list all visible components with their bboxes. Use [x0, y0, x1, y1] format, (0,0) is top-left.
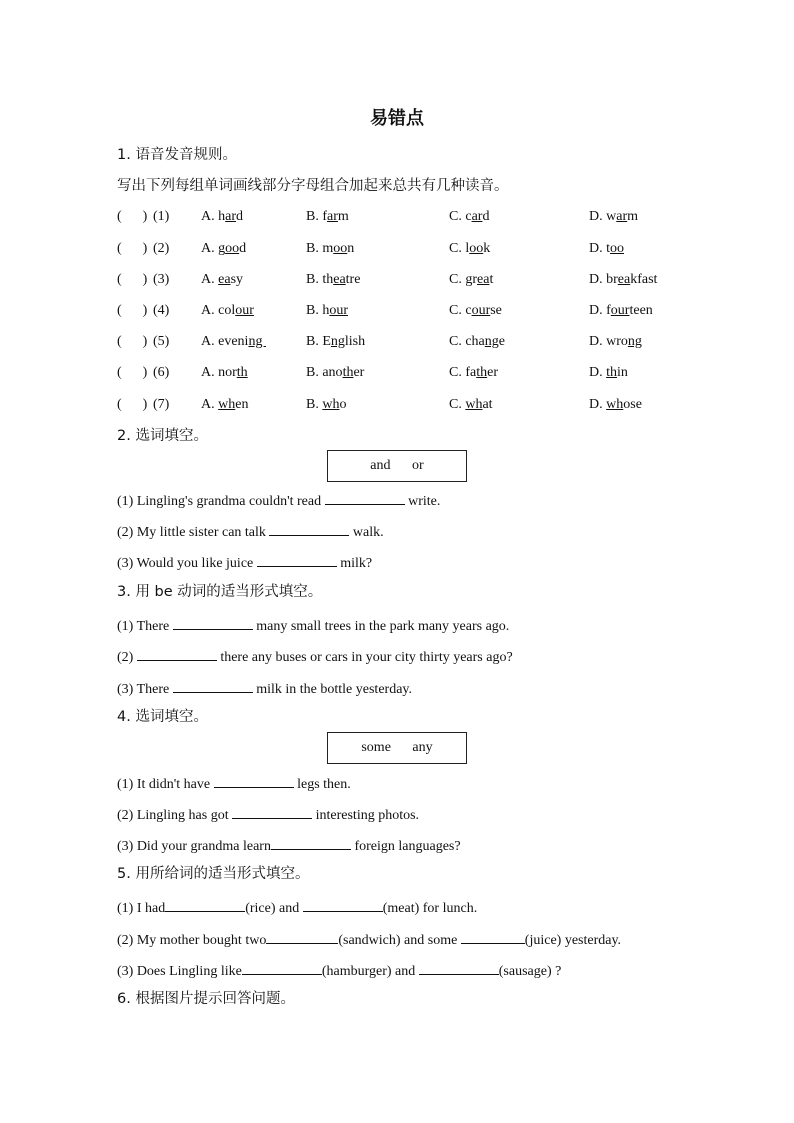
section-6-heading: 6. 根据图片提示回答问题。	[117, 991, 295, 1007]
option-c	[449, 333, 505, 351]
option-b	[306, 364, 364, 382]
underlined-letters: ea	[333, 272, 346, 287]
question-text: (1) I had	[117, 901, 166, 916]
option-text: kfast	[630, 272, 658, 287]
option-text: A.	[201, 365, 219, 380]
option-c	[449, 396, 493, 414]
page-title: 易错点	[370, 108, 424, 129]
question-text: write.	[408, 494, 441, 509]
option-text: cha	[465, 334, 485, 349]
option-text: at	[482, 397, 493, 412]
option-text: D.	[589, 241, 607, 256]
s3-question-1	[117, 615, 509, 636]
option-text: B.	[306, 397, 323, 412]
option-text: A.	[201, 397, 219, 412]
question-text: there any buses or cars in your city thirty years ago?	[220, 650, 513, 665]
underlined-letters: th	[476, 365, 488, 380]
option-text: A.	[201, 241, 219, 256]
answer-blank[interactable]	[266, 929, 338, 944]
option-a	[201, 208, 243, 226]
option-text: C.	[449, 241, 466, 256]
underlined-letters: our	[329, 303, 349, 318]
s4-question-3	[117, 835, 461, 856]
question-text: (3) Would you like juice	[117, 556, 254, 571]
s4-question-1	[117, 773, 351, 794]
option-b	[306, 396, 346, 414]
option-text: f	[606, 303, 611, 318]
option-c	[449, 364, 498, 382]
option-text: g	[218, 241, 226, 256]
section-4-heading: 4. 选词填空。	[117, 709, 208, 725]
answer-parenthesis[interactable]: ( )	[117, 303, 148, 318]
underlined-letters: our	[235, 303, 254, 318]
option-text: eveni	[218, 334, 249, 349]
option-text: h	[322, 303, 330, 318]
option-text: er	[487, 365, 499, 380]
answer-parenthesis[interactable]: ( )	[117, 365, 148, 380]
underlined-letters: ea	[218, 272, 231, 287]
option-text: C.	[449, 365, 466, 380]
option-b	[306, 208, 349, 226]
option-text: B.	[306, 334, 323, 349]
option-text: A.	[201, 209, 219, 224]
option-text: n	[347, 241, 355, 256]
option-text: gr	[465, 272, 478, 287]
answer-blank[interactable]	[137, 646, 217, 661]
option-b	[306, 240, 354, 258]
question-text: milk?	[340, 556, 373, 571]
option-a	[201, 396, 248, 414]
option-d	[589, 208, 638, 226]
option-text: o	[339, 397, 347, 412]
option-text: m	[337, 209, 349, 224]
option-d	[589, 271, 657, 289]
option-text: B.	[306, 303, 323, 318]
option-text: lish	[344, 334, 366, 349]
answer-parenthesis[interactable]: ( )	[117, 241, 148, 256]
option-text: h	[218, 209, 226, 224]
option-text: d	[239, 241, 247, 256]
underlined-letters: wh	[465, 397, 483, 412]
question-text: legs then.	[297, 777, 351, 792]
option-text: t	[489, 272, 494, 287]
question-text: (meat) for lunch.	[382, 901, 478, 916]
option-text: tre	[345, 272, 361, 287]
answer-blank[interactable]	[461, 929, 525, 944]
answer-blank[interactable]	[232, 804, 312, 819]
option-text: A.	[201, 334, 219, 349]
question-number: (6)	[153, 365, 170, 380]
option-text: wro	[606, 334, 628, 349]
option-text: ose	[623, 397, 642, 412]
option-a	[201, 302, 254, 320]
option-text: d	[236, 209, 244, 224]
option-text: l	[465, 241, 470, 256]
option-text: B.	[306, 241, 323, 256]
section-1-heading: 1. 语音发音规则。	[117, 147, 237, 163]
option-text: C.	[449, 303, 466, 318]
answer-parenthesis[interactable]: ( )	[117, 209, 148, 224]
question-text: (2) My little sister can talk	[117, 525, 266, 540]
option-text: E	[322, 334, 331, 349]
answer-blank[interactable]	[271, 835, 351, 850]
question-text: (sausage) ?	[498, 964, 562, 979]
underlined-letters: ng	[248, 334, 266, 349]
question-text: foreign languages?	[354, 839, 461, 854]
answer-blank[interactable]	[214, 773, 294, 788]
option-b	[306, 302, 348, 320]
option-d	[589, 364, 628, 382]
option-d	[589, 302, 653, 320]
option-text: fa	[465, 365, 477, 380]
s5-question-1	[117, 897, 477, 918]
answer-blank[interactable]	[419, 960, 499, 975]
s3-question-3	[117, 678, 412, 699]
underlined-letters: ar	[471, 209, 483, 224]
option-c	[449, 271, 493, 289]
underlined-letters: oo	[225, 241, 240, 256]
question-text: (hamburger) and	[321, 964, 416, 979]
underlined-letters: ar	[225, 209, 237, 224]
option-text: C.	[449, 272, 466, 287]
section-5-heading: 5. 用所给词的适当形式填空。	[117, 866, 310, 882]
option-text: k	[483, 241, 491, 256]
phonics-question	[117, 240, 717, 258]
underlined-letters: ea	[617, 272, 631, 287]
phonics-question	[117, 302, 717, 320]
option-d	[589, 240, 624, 258]
option-text: D.	[589, 334, 607, 349]
option-text: th	[322, 272, 334, 287]
option-text: d	[482, 209, 490, 224]
question-number: (1)	[153, 209, 170, 224]
question-text: (sandwich) and some	[338, 933, 458, 948]
option-text: A.	[201, 303, 219, 318]
underlined-letters: wh	[218, 397, 236, 412]
question-text: walk.	[352, 525, 384, 540]
option-text: c	[465, 209, 472, 224]
phonics-question	[117, 364, 717, 382]
s2-question-3	[117, 552, 372, 573]
question-text: (3) There	[117, 682, 170, 697]
s5-question-3	[117, 960, 561, 981]
question-number: (3)	[153, 272, 170, 287]
option-c	[449, 302, 502, 320]
s3-question-2	[117, 646, 513, 667]
word-box-and-or: and or	[327, 450, 467, 482]
option-text: C.	[449, 397, 466, 412]
option-text: D.	[589, 365, 607, 380]
answer-blank[interactable]	[325, 490, 405, 505]
underlined-letters: ng	[627, 334, 642, 349]
option-text: e	[498, 334, 505, 349]
section-1-instruction: 写出下列每组单词画线部分字母组合加起来总共有几种读音。	[117, 178, 509, 194]
option-text: m	[322, 241, 334, 256]
answer-blank[interactable]	[165, 897, 245, 912]
answer-blank[interactable]	[303, 897, 383, 912]
word-box-some-any: some any	[327, 732, 467, 764]
option-text: br	[606, 272, 618, 287]
question-number: (7)	[153, 397, 170, 412]
question-text: milk in the bottle yesterday.	[256, 682, 412, 697]
option-text: nor	[218, 365, 237, 380]
underlined-letters: th	[236, 365, 248, 380]
option-text: C.	[449, 334, 466, 349]
underlined-letters: oo	[610, 241, 625, 256]
option-text: w	[606, 209, 617, 224]
answer-blank[interactable]	[173, 615, 253, 630]
phonics-question	[117, 271, 717, 289]
option-text: er	[353, 365, 365, 380]
answer-blank[interactable]	[242, 960, 322, 975]
option-text: in	[617, 365, 628, 380]
option-text: col	[218, 303, 236, 318]
option-a	[201, 333, 266, 351]
s2-question-2	[117, 521, 384, 542]
section-2-heading: 2. 选词填空。	[117, 428, 208, 444]
underlined-letters: oo	[469, 241, 484, 256]
option-text: sy	[230, 272, 244, 287]
option-a	[201, 271, 243, 289]
answer-parenthesis[interactable]: ( )	[117, 334, 148, 349]
option-text: c	[465, 303, 472, 318]
phonics-question	[117, 208, 717, 226]
option-a	[201, 364, 248, 382]
underlined-letters: wh	[606, 397, 624, 412]
question-text: (1) There	[117, 619, 170, 634]
question-text: many small trees in the park many years ago.	[256, 619, 510, 634]
option-text: ano	[322, 365, 343, 380]
option-text: D.	[589, 397, 607, 412]
option-text: A.	[201, 272, 219, 287]
question-text: (1) Lingling's grandma couldn't read	[117, 494, 322, 509]
underlined-letters: ng	[330, 334, 345, 349]
answer-blank[interactable]	[173, 678, 253, 693]
s2-question-1	[117, 490, 440, 511]
option-text: D.	[589, 209, 607, 224]
question-text: (3) Does Lingling like	[117, 964, 242, 979]
phonics-question	[117, 333, 717, 351]
answer-parenthesis[interactable]: ( )	[117, 272, 148, 287]
option-text: B.	[306, 365, 323, 380]
option-c	[449, 208, 489, 226]
option-text: B.	[306, 272, 323, 287]
underlined-letters: oo	[333, 241, 348, 256]
option-text: en	[235, 397, 249, 412]
option-text: t	[606, 241, 611, 256]
option-text: D.	[589, 303, 607, 318]
underlined-letters: our	[610, 303, 630, 318]
option-d	[589, 396, 642, 414]
option-text: B.	[306, 209, 323, 224]
question-number: (5)	[153, 334, 170, 349]
underlined-letters: our	[471, 303, 491, 318]
question-text: interesting photos.	[315, 808, 420, 823]
question-number: (2)	[153, 241, 170, 256]
option-text: se	[490, 303, 502, 318]
option-c	[449, 240, 490, 258]
underlined-letters: ar	[616, 209, 628, 224]
underlined-letters: th	[342, 365, 354, 380]
section-3-heading: 3. 用 be 动词的适当形式填空。	[117, 584, 323, 600]
option-text: teen	[629, 303, 653, 318]
phonics-question	[117, 396, 717, 414]
underlined-letters: ea	[477, 272, 490, 287]
answer-parenthesis[interactable]: ( )	[117, 397, 148, 412]
option-b	[306, 333, 365, 351]
option-b	[306, 271, 360, 289]
question-text: (2) Lingling has got	[117, 808, 229, 823]
s5-question-2	[117, 929, 621, 950]
option-text: C.	[449, 209, 466, 224]
question-text: (juice) yesterday.	[524, 933, 622, 948]
option-text: D.	[589, 272, 607, 287]
question-text: (3) Did your grandma learn	[117, 839, 271, 854]
question-text: (1) It didn't have	[117, 777, 211, 792]
question-number: (4)	[153, 303, 170, 318]
answer-blank[interactable]	[269, 521, 349, 536]
option-text: m	[627, 209, 639, 224]
option-d	[589, 333, 642, 351]
question-text: (2) My mother bought two	[117, 933, 267, 948]
underlined-letters: ar	[327, 209, 338, 224]
question-text: (rice) and	[245, 901, 300, 916]
underlined-letters: ng	[484, 334, 499, 349]
answer-blank[interactable]	[257, 552, 337, 567]
underlined-letters: th	[606, 365, 618, 380]
underlined-letters: wh	[322, 397, 340, 412]
option-text: f	[322, 209, 328, 224]
option-a	[201, 240, 246, 258]
question-text: (2)	[117, 650, 134, 665]
s4-question-2	[117, 804, 419, 825]
